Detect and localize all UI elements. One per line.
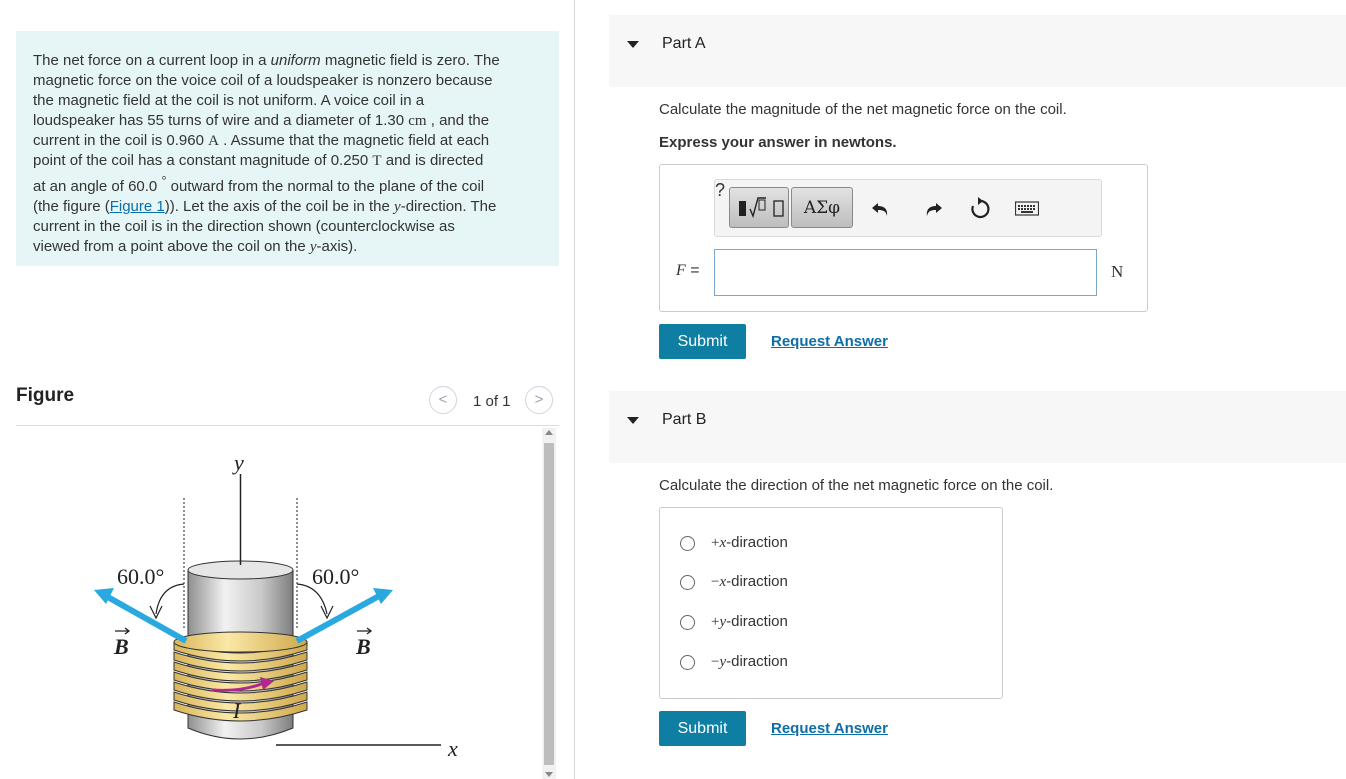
option-sign: −: [711, 574, 720, 590]
radio-button[interactable]: [680, 615, 695, 630]
problem-text: . Assume that the magnetic field at each: [218, 132, 490, 149]
unit-tesla: T: [372, 153, 382, 169]
radio-button[interactable]: [680, 536, 695, 551]
part-a-title: Part A: [662, 35, 706, 52]
problem-text: at an angle of 60.0: [33, 178, 162, 195]
caret-down-icon[interactable]: [627, 41, 639, 48]
figure-title: Figure: [16, 385, 75, 406]
next-figure-button[interactable]: >: [525, 386, 553, 414]
option-suffix: -diraction: [726, 573, 788, 590]
radio-button[interactable]: [680, 655, 695, 670]
figure-link[interactable]: Figure 1: [109, 198, 165, 215]
problem-line-10: [33, 237, 543, 257]
x-axis-label: x: [448, 736, 458, 761]
b-label-right: B: [356, 634, 371, 659]
force-variable: F: [676, 262, 686, 279]
unit-cm: cm: [408, 113, 427, 129]
problem-text: -direction. The: [400, 198, 497, 215]
keyboard-icon[interactable]: [1015, 197, 1039, 221]
option-label: [711, 613, 788, 631]
option-var: x: [719, 574, 727, 590]
option-sign: +: [711, 614, 720, 630]
templates-icon: [730, 188, 790, 229]
b-label-left: B: [114, 634, 129, 659]
answer-input[interactable]: [714, 249, 1097, 296]
part-a-submit-button[interactable]: Submit: [659, 324, 746, 359]
loudspeaker-coil-figure: [16, 428, 542, 779]
templates-button[interactable]: [729, 187, 789, 228]
problem-text: (the figure (: [33, 198, 110, 215]
problem-text: and is directed: [381, 152, 484, 169]
redo-icon[interactable]: [920, 197, 944, 221]
part-b-title: Part B: [662, 411, 707, 428]
option-label: [711, 573, 788, 591]
problem-emphasis: uniform: [270, 52, 321, 69]
math-toolbar: [714, 179, 1102, 237]
problem-text: The net force on a current loop in a: [33, 52, 271, 69]
option-var: y: [719, 654, 727, 670]
part-a-request-answer-link[interactable]: Request Answer: [771, 333, 888, 350]
option-suffix: -diraction: [726, 534, 788, 551]
problem-line-1: [33, 51, 543, 71]
force-variable-label: [676, 262, 700, 280]
option-suffix: -diraction: [726, 613, 788, 630]
figure-header: [16, 383, 559, 426]
problem-text: -axis).: [316, 238, 358, 255]
reset-icon[interactable]: [968, 197, 992, 221]
option-label: [711, 534, 788, 552]
option-sign: −: [711, 654, 720, 670]
scroll-down-arrow-icon[interactable]: [545, 772, 553, 777]
part-a-header[interactable]: [609, 15, 1346, 87]
problem-text: outward from the normal to the plane of the coil: [166, 178, 485, 195]
problem-line-7: [33, 171, 543, 197]
var-y: y: [394, 199, 401, 215]
option-suffix: -diraction: [726, 653, 788, 670]
var-y: y: [309, 239, 317, 255]
help-icon[interactable]: ?: [715, 180, 726, 200]
part-a-question: Calculate the magnitude of the net magnetic force on the coil.: [659, 101, 1067, 118]
part-a-instruction: Express your answer in newtons.: [659, 134, 897, 151]
problem-line-3: the magnetic field at the coil is not uniform. A voice coil in a: [33, 92, 425, 109]
scroll-thumb[interactable]: [544, 443, 554, 765]
caret-down-icon[interactable]: [627, 417, 639, 424]
problem-text: point of the coil has a constant magnitude of 0.250: [33, 152, 373, 169]
option-sign: +: [711, 535, 720, 551]
problem-text: , and the: [426, 112, 490, 129]
part-b-question: Calculate the direction of the net magnetic force on the coil.: [659, 477, 1054, 494]
radio-button[interactable]: [680, 575, 695, 590]
problem-line-4: [33, 111, 543, 131]
part-b-submit-button[interactable]: Submit: [659, 711, 746, 746]
problem-text: current in the coil is 0.960: [33, 132, 209, 149]
y-axis-label: y: [234, 450, 244, 475]
previous-figure-button[interactable]: <: [429, 386, 457, 414]
option-var: y: [719, 614, 727, 630]
option-var: x: [719, 535, 727, 551]
problem-line-9: current in the coil is in the direction shown (counterclockwise as: [33, 218, 455, 235]
current-label: I: [233, 698, 241, 723]
problem-text: viewed from a point above the coil on the: [33, 238, 310, 255]
unit-amp: A: [208, 133, 219, 149]
problem-line-6: [33, 151, 543, 171]
part-b-header[interactable]: [609, 391, 1346, 463]
option-label: [711, 653, 788, 671]
problem-text: magnetic field is zero. The: [320, 52, 500, 69]
problem-line-2: magnetic force on the voice coil of a loudspeaker is nonzero because: [33, 72, 493, 89]
problem-line-5: [33, 131, 543, 151]
angle-label-left: 60.0°: [117, 564, 165, 589]
panel-divider: [574, 0, 575, 779]
answer-box: [659, 164, 1148, 312]
figure-page-indicator: 1 of 1: [473, 393, 511, 410]
problem-text: loudspeaker has 55 turns of wire and a diameter of 1.30: [33, 112, 409, 129]
problem-text: )). Let the axis of the coil be in the: [164, 198, 395, 215]
part-b-request-answer-link[interactable]: Request Answer: [771, 720, 888, 737]
symbols-button[interactable]: ΑΣφ: [791, 187, 853, 228]
unit-label: N: [1111, 262, 1124, 281]
figure-scrollbar[interactable]: [542, 428, 556, 779]
equals-sign: =: [690, 262, 700, 279]
angle-label-right: 60.0°: [312, 564, 360, 589]
left-panel: [0, 0, 574, 779]
problem-statement: [16, 31, 559, 266]
undo-icon[interactable]: [870, 197, 894, 221]
direction-options: [659, 507, 1003, 699]
figure-area: [16, 428, 542, 779]
problem-line-8: [33, 197, 543, 217]
scroll-up-arrow-icon[interactable]: [545, 430, 553, 435]
degree-symbol: °: [161, 174, 167, 188]
